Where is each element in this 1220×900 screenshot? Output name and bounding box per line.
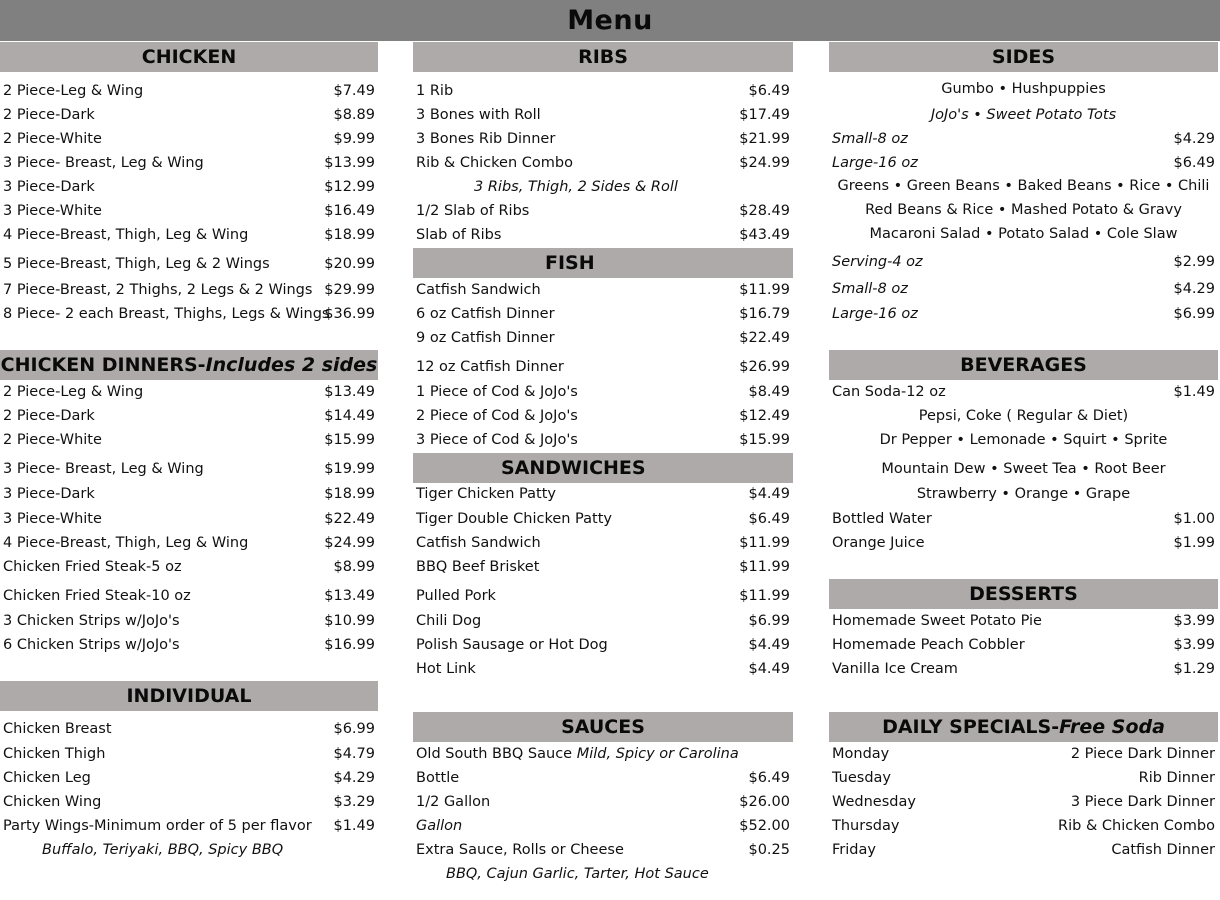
section-header-sauces: SAUCES xyxy=(413,712,793,742)
menu-item: Rib & Chicken Combo $24.99 xyxy=(416,155,790,171)
menu-item: Can Soda-12 oz $1.49 xyxy=(832,384,1215,400)
menu-item: 3 Piece-Dark $18.99 xyxy=(3,486,375,502)
menu-item: 4 Piece-Breast, Thigh, Leg & Wing $18.99 xyxy=(3,227,375,243)
menu-item: Chicken Thigh $4.79 xyxy=(3,746,375,762)
special-row: Monday 2 Piece Dark Dinner xyxy=(832,746,1215,762)
special-row: Friday Catfish Dinner xyxy=(832,842,1215,858)
section-header-individual: INDIVIDUAL xyxy=(0,681,378,711)
section-header-desserts: DESSERTS xyxy=(829,579,1218,609)
menu-item: Party Wings-Minimum order of 5 per flavor $1.49 xyxy=(3,818,375,834)
sauce-flavor-note: BBQ, Cajun Garlic, Tarter, Hot Sauce xyxy=(446,866,709,882)
menu-item: 2 Piece-Dark $8.89 xyxy=(3,107,375,123)
menu-item: 2 Piece-Leg & Wing $13.49 xyxy=(3,384,375,400)
menu-item: Bottled Water $1.00 xyxy=(832,511,1215,527)
page-title: Menu xyxy=(567,5,653,36)
menu-item: BBQ Beef Brisket $11.99 xyxy=(416,559,790,575)
soda-flavors: Pepsi, Coke ( Regular & Diet) xyxy=(918,408,1129,424)
special-row: Tuesday Rib Dinner xyxy=(832,770,1215,786)
sides-line: Macaroni Salad • Potato Salad • Cole Slaw xyxy=(869,226,1178,242)
menu-item: Slab of Ribs $43.49 xyxy=(416,227,790,243)
menu-item: 9 oz Catfish Dinner $22.49 xyxy=(416,330,790,346)
menu-item: Tiger Chicken Patty $4.49 xyxy=(416,486,790,502)
menu-item: Chicken Breast $6.99 xyxy=(3,721,375,737)
menu-item: Tiger Double Chicken Patty $6.49 xyxy=(416,511,790,527)
menu-item: Extra Sauce, Rolls or Cheese $0.25 xyxy=(416,842,790,858)
section-header-chicken: CHICKEN xyxy=(0,42,378,72)
special-row: Thursday Rib & Chicken Combo xyxy=(832,818,1215,834)
section-header-beverages: BEVERAGES xyxy=(829,350,1218,380)
special-row: Wednesday 3 Piece Dark Dinner xyxy=(832,794,1215,810)
menu-item: 5 Piece-Breast, Thigh, Leg & 2 Wings $20.99 xyxy=(3,256,375,272)
menu-item: 3 Piece of Cod & JoJo's $15.99 xyxy=(416,432,790,448)
menu-item: 3 Piece-White $22.49 xyxy=(3,511,375,527)
menu-item: 1/2 Gallon $26.00 xyxy=(416,794,790,810)
menu-item: Catfish Sandwich $11.99 xyxy=(416,535,790,551)
menu-title-bar xyxy=(0,0,1220,41)
size-price: Small-8 oz $4.29 xyxy=(832,131,1215,147)
menu-item: 7 Piece-Breast, 2 Thighs, 2 Legs & 2 Wings $29.99 xyxy=(3,282,375,298)
soda-flavors: Mountain Dew • Sweet Tea • Root Beer xyxy=(881,461,1166,477)
menu-item: 2 Piece-White $9.99 xyxy=(3,131,375,147)
menu-item: 2 Piece-Leg & Wing $7.49 xyxy=(3,83,375,99)
sides-line: JoJo's • Sweet Potato Tots xyxy=(930,107,1117,123)
menu-item: Chicken Leg $4.29 xyxy=(3,770,375,786)
menu-item: Chicken Wing $3.29 xyxy=(3,794,375,810)
section-header-daily-specials: DAILY SPECIALS-Free Soda xyxy=(829,712,1218,742)
menu-item: Gallon $52.00 xyxy=(416,818,790,834)
flavor-note: Buffalo, Teriyaki, BBQ, Spicy BBQ xyxy=(42,842,284,858)
sides-line: Gumbo • Hushpuppies xyxy=(941,81,1106,97)
menu-item: 12 oz Catfish Dinner $26.99 xyxy=(416,359,790,375)
sides-line: Red Beans & Rice • Mashed Potato & Gravy xyxy=(865,202,1182,218)
menu-item: Orange Juice $1.99 xyxy=(832,535,1215,551)
menu-item: 3 Piece-White $16.49 xyxy=(3,203,375,219)
menu-item: Catfish Sandwich $11.99 xyxy=(416,282,790,298)
size-price: Serving-4 oz $2.99 xyxy=(832,254,1215,270)
menu-item: 3 Bones Rib Dinner $21.99 xyxy=(416,131,790,147)
soda-flavors: Dr Pepper • Lemonade • Squirt • Sprite xyxy=(879,432,1168,448)
menu-item: Chicken Fried Steak-10 oz $13.49 xyxy=(3,588,375,604)
size-price: Large-16 oz $6.99 xyxy=(832,306,1215,322)
size-price: Large-16 oz $6.49 xyxy=(832,155,1215,171)
section-header-chicken-dinners: CHICKEN DINNERS-Includes 2 sides xyxy=(0,350,378,380)
menu-item: 6 Chicken Strips w/JoJo's $16.99 xyxy=(3,637,375,653)
menu-item: 6 oz Catfish Dinner $16.79 xyxy=(416,306,790,322)
combo-note: 3 Ribs, Thigh, 2 Sides & Roll xyxy=(474,179,678,195)
menu-item: Hot Link $4.49 xyxy=(416,661,790,677)
menu-item: Polish Sausage or Hot Dog $4.49 xyxy=(416,637,790,653)
menu-item: 2 Piece-Dark $14.49 xyxy=(3,408,375,424)
menu-item: Chili Dog $6.99 xyxy=(416,613,790,629)
menu-item: Pulled Pork $11.99 xyxy=(416,588,790,604)
menu-item: Homemade Peach Cobbler $3.99 xyxy=(832,637,1215,653)
menu-item: 1 Piece of Cod & JoJo's $8.49 xyxy=(416,384,790,400)
sauce-title-line: Old South BBQ Sauce Mild, Spicy or Carolina xyxy=(416,746,739,762)
menu-item: 3 Piece- Breast, Leg & Wing $13.99 xyxy=(3,155,375,171)
menu-item: 3 Bones with Roll $17.49 xyxy=(416,107,790,123)
menu-item: 3 Piece- Breast, Leg & Wing $19.99 xyxy=(3,461,375,477)
menu-item: Chicken Fried Steak-5 oz $8.99 xyxy=(3,559,375,575)
menu-item: 1/2 Slab of Ribs $28.49 xyxy=(416,203,790,219)
menu-item: 2 Piece-White $15.99 xyxy=(3,432,375,448)
soda-flavors: Strawberry • Orange • Grape xyxy=(916,486,1131,502)
menu-item: 8 Piece- 2 each Breast, Thighs, Legs & Wings $36.99 xyxy=(3,306,375,322)
menu-item: 3 Chicken Strips w/JoJo's $10.99 xyxy=(3,613,375,629)
section-header-sandwiches: SANDWICHES xyxy=(413,453,793,483)
size-price: Small-8 oz $4.29 xyxy=(832,281,1215,297)
menu-item: 3 Piece-Dark $12.99 xyxy=(3,179,375,195)
menu-item: 2 Piece of Cod & JoJo's $12.49 xyxy=(416,408,790,424)
menu-item: Vanilla Ice Cream $1.29 xyxy=(832,661,1215,677)
menu-item: Bottle $6.49 xyxy=(416,770,790,786)
section-header-sides: SIDES xyxy=(829,42,1218,72)
section-header-ribs: RIBS xyxy=(413,42,793,72)
section-header-fish: FISH xyxy=(413,248,793,278)
sides-line: Greens • Green Beans • Baked Beans • Rice • Chili xyxy=(837,178,1210,194)
menu-item: 1 Rib $6.49 xyxy=(416,83,790,99)
menu-item: 4 Piece-Breast, Thigh, Leg & Wing $24.99 xyxy=(3,535,375,551)
menu-item: Homemade Sweet Potato Pie $3.99 xyxy=(832,613,1215,629)
